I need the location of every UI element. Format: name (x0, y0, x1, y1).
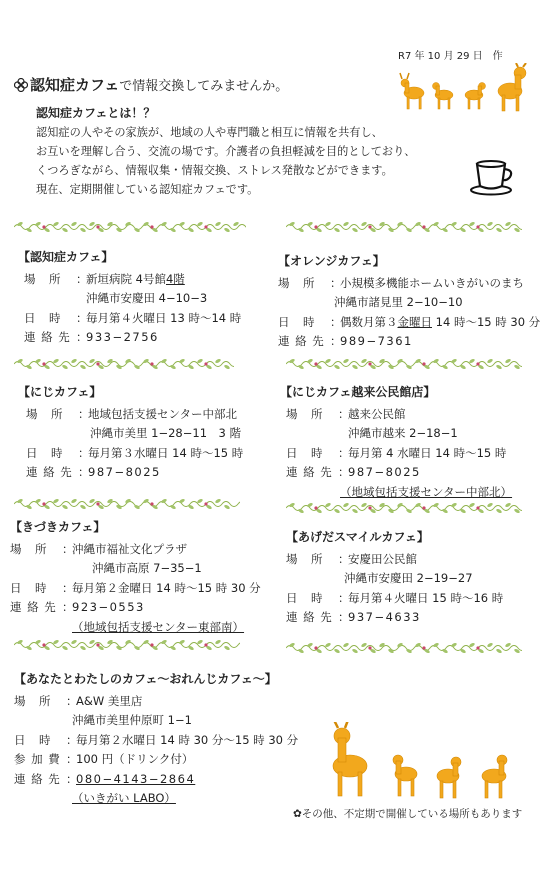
fee-label: 参 加 費 (14, 752, 61, 766)
intro-section (36, 104, 476, 199)
cafe-place: 小規模多機能ホームいきがいのまち (340, 275, 524, 290)
cafe-card (14, 670, 298, 809)
place-label: 場 所 (10, 541, 48, 556)
cafe-name: 【にじカフェ】 (18, 385, 102, 399)
colon: ： (78, 445, 90, 460)
cafe-name: 【きづきカフェ】 (10, 520, 106, 534)
colon: ： (330, 314, 342, 329)
title-bold: 認知症カフェ (30, 76, 120, 94)
cafe-time: 毎月第３水曜日 14 時〜15 時 (88, 445, 244, 460)
title-rest: で情報交換してみませんか。 (119, 79, 289, 94)
place-label: 場 所 (286, 406, 324, 421)
cafe-place: 地域包括支援センター中部北 (88, 406, 238, 421)
place-label: 場 所 (286, 551, 324, 566)
cafe-card (278, 252, 540, 352)
cafe-name: 【にじカフェ越来公民館店】 (280, 385, 436, 399)
intro-line: 現在、定期開催している認知症カフェです。 (36, 183, 259, 196)
vine-divider (286, 501, 522, 513)
cafe-phone: 937−4633 (348, 610, 421, 624)
vine-divider (286, 641, 522, 653)
colon: ： (78, 406, 90, 421)
place-label: 場 所 (26, 406, 64, 421)
colon: ： (66, 693, 78, 708)
cafe-address: 沖縄市安慶田 4−10−3 (86, 291, 208, 305)
datetime-label: 日 時 (26, 445, 64, 460)
cafe-phone: 080−4143−2864 (76, 771, 196, 786)
cafe-phone: 989−7361 (340, 334, 413, 348)
cafe-place: 越来公民館 (348, 406, 406, 421)
cafe-time: 毎月第４火曜日 15 時〜16 時 (348, 590, 504, 605)
datetime-label: 日 時 (278, 314, 316, 329)
contact-label: 連 絡 先 (286, 465, 333, 479)
coffee-cup-icon (470, 158, 516, 196)
deer-icon (437, 757, 461, 798)
deer-illustration-bottom (328, 722, 528, 800)
page-title (14, 74, 288, 95)
cafe-note: （いきがい LABO） (72, 791, 176, 805)
cafe-address: 沖縄市高原 7−35−1 (92, 561, 202, 575)
cafe-note: （地域包括支援センター中部北） (340, 484, 513, 499)
creation-date: R7 年 10 月 29 日 作 (398, 51, 503, 62)
cafe-phone: 923−0553 (72, 600, 145, 614)
colon: ： (66, 752, 78, 766)
cafe-place-floor: 4階 (165, 271, 185, 286)
datetime-label: 日 時 (24, 310, 62, 325)
colon: ： (338, 590, 350, 605)
contact-label: 連 絡 先 (286, 610, 333, 624)
colon: ： (338, 551, 350, 566)
vine-divider (14, 357, 234, 369)
cafe-place: 新垣病院 4号館 (86, 271, 166, 286)
colon: ： (62, 600, 74, 614)
colon: ： (338, 445, 350, 460)
contact-label: 連 絡 先 (26, 465, 73, 479)
datetime-label: 日 時 (10, 580, 48, 595)
intro-line: 認知症の人やその家族が、地域の人や専門職と相互に情報を共有し、 (36, 126, 383, 139)
colon: ： (338, 465, 350, 479)
intro-question: 認知症カフェとは！？ (36, 106, 156, 120)
cafe-time-hours: 14 時〜15 時 30 分 (432, 314, 541, 329)
cafe-address: 沖縄市諸見里 2−10−10 (334, 295, 463, 309)
cafe-address: 沖縄市安慶田 2−19−27 (344, 571, 473, 585)
colon: ： (338, 610, 350, 624)
cafe-card (10, 518, 261, 637)
cafe-card (280, 383, 512, 502)
cafe-time: 毎月第４火曜日 13 時〜14 時 (86, 310, 242, 325)
intro-line: お互いを理解し合う、交流の場です。介護者の負担軽減を目的としており、 (36, 145, 416, 158)
cafe-place: 安慶田公民館 (348, 551, 417, 566)
cafe-phone: 987−8025 (348, 465, 421, 479)
cafe-name: 【あげだスマイルカフェ】 (286, 530, 429, 544)
cafe-name: 【オレンジカフェ】 (278, 254, 385, 268)
colon: ： (330, 334, 342, 348)
cafe-place: 沖縄市福祉文化プラザ (72, 541, 187, 556)
colon: ： (76, 330, 88, 344)
contact-label: 連 絡 先 (24, 330, 71, 344)
contact-label: 連 絡 先 (278, 334, 325, 348)
colon: ： (66, 771, 78, 786)
place-label: 場 所 (24, 271, 62, 286)
colon: ： (76, 271, 88, 286)
deer-icon (393, 755, 417, 796)
cafe-time: 偶数月第３ (340, 314, 398, 329)
cafe-time-day: 金曜日 (397, 314, 432, 329)
cafe-time: 毎月第 4 水曜日 14 時〜15 時 (348, 445, 507, 460)
cafe-phone: 987−8025 (88, 465, 161, 479)
datetime-label: 日 時 (286, 590, 324, 605)
deer-icon (498, 63, 526, 111)
contact-label: 連 絡 先 (14, 771, 61, 786)
cafe-note: （地域包括支援センター東部南） (72, 619, 245, 634)
colon: ： (62, 580, 74, 595)
colon: ： (62, 541, 74, 556)
vine-divider (286, 220, 522, 232)
colon: ： (330, 275, 342, 290)
colon: ： (78, 465, 90, 479)
colon: ： (66, 732, 78, 747)
cafe-place: A&W 美里店 (76, 693, 143, 708)
cafe-card (18, 248, 241, 348)
vine-divider (14, 638, 240, 650)
cafe-address: 沖縄市美里仲原町 1−1 (72, 713, 192, 727)
vine-divider (14, 497, 240, 509)
place-label: 場 所 (278, 275, 316, 290)
cafe-name: 【認知症カフェ】 (18, 250, 114, 264)
colon: ： (338, 406, 350, 421)
flower-icon (14, 78, 28, 92)
vine-divider (14, 220, 246, 232)
intro-line: くつろぎながら、情報収集・情報交換、ストレス発散などができます。 (36, 164, 393, 177)
footnote: ✿その他、不定期で開催している場所もあります (293, 808, 523, 820)
cafe-time: 毎月第２水曜日 14 時 30 分〜15 時 30 分 (76, 732, 299, 747)
cafe-address: 沖縄市越来 2−18−1 (348, 426, 458, 440)
cafe-card (18, 383, 243, 483)
cafe-address: 沖縄市美里 1−28−11 3 階 (90, 426, 241, 440)
deer-icon (333, 722, 367, 796)
colon: ： (76, 310, 88, 325)
vine-divider (286, 357, 522, 369)
place-label: 場 所 (14, 693, 52, 708)
cafe-time: 毎月第２金曜日 14 時〜15 時 30 分 (72, 580, 261, 595)
cafe-name: 【あなたとわたしのカフェ〜おれんじカフェ〜】 (14, 672, 277, 686)
cafe-fee: 100 円（ドリンク付） (76, 752, 194, 766)
cafe-phone: 933−2756 (86, 330, 159, 344)
contact-label: 連 絡 先 (10, 600, 57, 614)
datetime-label: 日 時 (14, 732, 52, 747)
datetime-label: 日 時 (286, 445, 324, 460)
cafe-card (286, 528, 503, 628)
deer-icon (482, 755, 507, 798)
